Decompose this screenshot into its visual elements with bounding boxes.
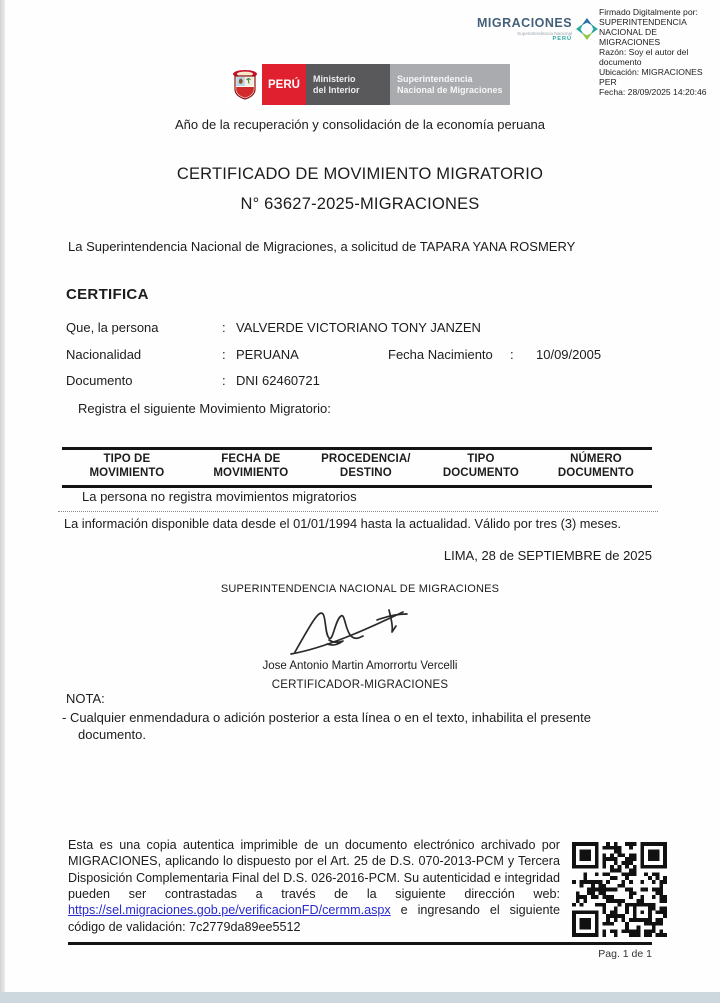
document-title [0,160,720,219]
field-document [66,373,654,388]
authenticity-text-1: Esta es una copia autentica imprimible de un documento electrónico archivado por MIGRACIONES, aplicando lo dispuesto por el Art. 25 de D.S. 070-2013-PCM y Tercera Disposición Complementaria Final del D.S. 026-2016-PCM. Su autenticidad e integridad pueden ser contrastadas a través de la siguiente dirección web: [68,838,560,902]
authenticity-text-2: e ingresando el siguiente código de validación: [68,903,560,934]
no-movements-message: La persona no registra movimientos migratorios [82,489,357,504]
signer-role: CERTIFICADOR-MIGRACIONES [271,679,449,691]
col-numero-documento: NÚMERO DOCUMENTO [557,453,634,479]
nationality-value: PERUANA [236,346,299,362]
nationality-label: Nacionalidad [66,346,142,362]
nota-section [62,691,628,743]
stamp-line: SUPERINTENDENCIA [599,16,687,27]
stamp-line: documento [599,56,642,67]
document-value: DNI 62460721 [236,373,320,388]
col-tipo-documento: TIPO DOCUMENTO [442,453,519,479]
migraciones-subtitle: Superintendencia Nacional [517,31,573,36]
issuer-org: SUPERINTENDENCIA NACIONAL DE MIGRACIONES [220,583,500,595]
authenticity-paragraph [68,837,560,935]
handwritten-signature [285,600,425,658]
migraciones-star-icon [575,14,599,44]
year-slogan: Año de la recuperación y consolidación de la economía peruana [174,117,546,132]
migraciones-logo [477,16,599,44]
title-line1: CERTIFICADO DE MOVIMIENTO MIGRATORIO [176,165,544,183]
digital-signature-stamp [599,8,717,98]
title-number: N° 63627-2025-MIGRACIONES [240,194,480,213]
stamp-line: Fecha: 28/09/2025 14:20:46 [599,86,707,97]
page-number: Pag. 1 de 1 [598,948,652,960]
signer-name: Jose Antonio Martin Amorrortu Vercelli [262,660,458,672]
government-header-bar [228,64,510,105]
field-person [66,320,654,335]
qr-code [572,842,667,937]
col-fecha-movimiento: FECHA DE MOVIMIENTO [213,453,289,479]
birth-label: Fecha Nacimiento [388,346,493,362]
photo-edge-bottom [0,992,720,1003]
person-label: Que, la persona [66,320,159,335]
photo-edge-left [0,0,5,1003]
stamp-line: Razón: Soy el autor del [599,46,689,57]
col-procedencia-destino: PROCEDENCIA/ DESTINO [321,453,411,479]
stamp-line: Firmado Digitalmente por: [599,7,698,17]
place-date: LIMA, 28 de SEPTIEMBRE de 2025 [443,548,652,563]
migraciones-wordmark: MIGRACIONES [477,16,573,30]
agency-label: Superintendencia Nacional de Migraciones [390,64,510,105]
movements-table-header [62,447,652,488]
peru-coat-of-arms-icon [228,64,262,105]
verification-link[interactable]: https://sel.migraciones.gob.pe/verificacionFD/cermm.aspx [68,903,391,918]
migraciones-country: PERÚ [552,36,573,42]
registra-line: Registra el siguiente Movimiento Migratorio: [78,401,331,416]
person-fields [66,320,654,400]
col-tipo-movimiento: TIPO DE MOVIMIENTO [89,453,165,479]
stamp-line: Ubicación: MIGRACIONES PER [599,66,703,87]
peru-label: PERÚ [262,64,306,105]
birth-value: 10/09/2005 [536,346,602,362]
nota-item: - Cualquier enmendadura o adición posterior a esta línea o en el texto, inhabilita el presente documento. [62,710,592,742]
nota-heading: NOTA: [66,691,105,706]
colon: : [510,346,514,362]
document-label: Documento [66,373,133,388]
colon: : [222,346,226,362]
dotted-divider [58,511,658,512]
footer-rule [68,942,652,945]
colon: : [222,320,226,335]
person-value: VALVERDE VICTORIANO TONY JANZEN [236,320,481,335]
colon: : [222,373,226,388]
validity-note: La información disponible data desde el 01/01/1994 hasta la actualidad. Válido por tres (3) meses. [64,516,622,531]
certifica-heading: CERTIFICA [66,286,149,303]
field-nationality-birth [66,347,654,362]
stamp-line: NACIONAL DE MIGRACIONES [599,26,661,47]
validation-code: 7c2779da89ee5512 [189,919,301,934]
ministry-label: Ministerio del Interior [306,64,390,105]
intro-line: La Superintendencia Nacional de Migraciones, a solicitud de TAPARA YANA ROSMERY [68,239,576,254]
